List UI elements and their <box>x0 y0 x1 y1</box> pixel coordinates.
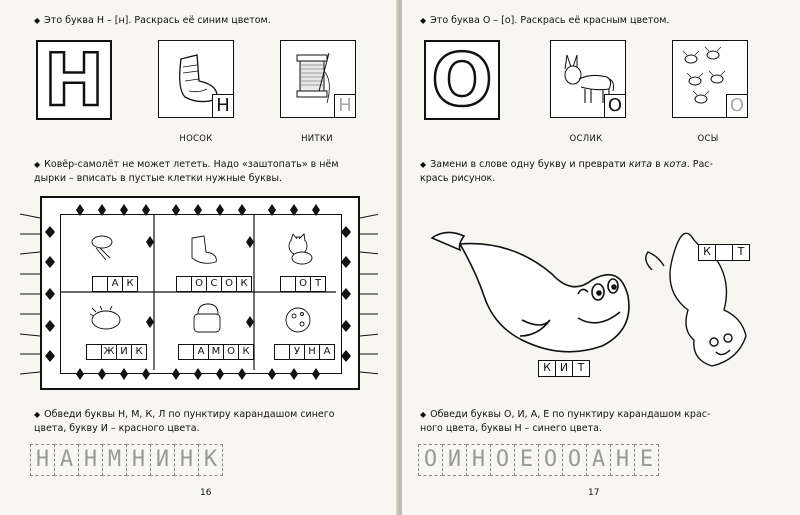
letter-cell: А <box>193 344 209 360</box>
letter-cell: Т <box>732 244 750 261</box>
left-task3: ◆ Обведи буквы Н, М, К, Л по пунктиру карандашом синего цвета, букву И – красного цвета. <box>34 409 335 434</box>
letter-cell: Ж <box>101 344 117 360</box>
tracing-letter[interactable]: Е <box>634 444 659 476</box>
empty-cell[interactable] <box>92 276 108 292</box>
letter-cell: К <box>131 344 147 360</box>
small-letter-box[interactable]: Н <box>212 94 234 118</box>
word-kit <box>538 360 589 377</box>
empty-cell[interactable] <box>280 276 296 292</box>
letter-cell: К <box>236 276 252 292</box>
picture-wasps <box>672 40 748 118</box>
tracing-letter[interactable]: Н <box>174 444 199 476</box>
letter-cell: Т <box>572 360 590 377</box>
tracing-letter[interactable]: М <box>102 444 127 476</box>
letter-cell: К <box>538 360 556 377</box>
letter-cell: О <box>223 344 239 360</box>
letter-cell: И <box>555 360 573 377</box>
tracing-letter[interactable]: И <box>150 444 175 476</box>
letter-cell: У <box>289 344 305 360</box>
tracing-letter[interactable]: И <box>442 444 467 476</box>
caption-nosok: НОСОК <box>179 134 213 144</box>
small-letter-box[interactable]: О <box>726 94 748 118</box>
right-intro: ◆ Это буква О – [о]. Раскрась её красным цветом. <box>420 15 670 26</box>
small-letter-box[interactable]: О <box>604 94 626 118</box>
tracing-letter[interactable]: О <box>490 444 515 476</box>
word-zamok <box>178 344 253 360</box>
tracing-letter[interactable]: О <box>418 444 443 476</box>
letter-cell: А <box>319 344 335 360</box>
letter-cell: О <box>221 276 237 292</box>
diamond-bullet-icon: ◆ <box>34 160 41 169</box>
letter-cell: М <box>208 344 224 360</box>
word-kot <box>280 276 325 292</box>
word-luna <box>274 344 334 360</box>
page-number: 16 <box>200 488 212 498</box>
caption-osy: ОСЫ <box>697 134 719 144</box>
left-page <box>0 0 398 515</box>
left-task2: ◆ Ковёр-самолёт не может лететь. Надо «заштопать» в нём дырки – вписать в пустые клетки нужные буквы. <box>34 159 339 184</box>
diamond-bullet-icon: ◆ <box>34 16 41 25</box>
letter-cell: О <box>191 276 207 292</box>
diamond-bullet-icon: ◆ <box>420 16 427 25</box>
tracing-letter[interactable]: Н <box>126 444 151 476</box>
left-intro: ◆ Это буква Н – [н]. Раскрась её синим цветом. <box>34 15 271 26</box>
letter-cell: К <box>238 344 254 360</box>
word-nosok <box>176 276 251 292</box>
letter-cell: Т <box>310 276 326 292</box>
tracing-letter[interactable]: Е <box>514 444 539 476</box>
right-page <box>402 0 800 515</box>
picture-sock <box>158 40 234 118</box>
letter-cell: К <box>698 244 716 261</box>
tracing-letter[interactable]: А <box>54 444 79 476</box>
tracing-letter[interactable]: О <box>538 444 563 476</box>
tracing-letter[interactable]: Н <box>30 444 55 476</box>
word-mak <box>92 276 137 292</box>
page-number: 17 <box>588 488 600 498</box>
empty-cell[interactable] <box>86 344 102 360</box>
tracing-letter[interactable]: А <box>586 444 611 476</box>
tracing-letter[interactable]: Н <box>610 444 635 476</box>
caption-nitki: НИТКИ <box>301 134 333 144</box>
letter-cell: О <box>295 276 311 292</box>
letter-cell: И <box>116 344 132 360</box>
tracing-letter[interactable]: К <box>198 444 223 476</box>
caption-oslik: ОСЛИК <box>569 134 603 144</box>
letter-cell: К <box>122 276 138 292</box>
empty-cell[interactable] <box>176 276 192 292</box>
empty-cell[interactable] <box>178 344 194 360</box>
right-task2: ◆ Замени в слове одну букву и преврати кита в кота. Рас- крась рисунок. <box>420 159 713 184</box>
diamond-bullet-icon: ◆ <box>420 410 427 419</box>
empty-cell[interactable] <box>274 344 290 360</box>
tracing-letter[interactable]: Н <box>466 444 491 476</box>
left-tracing-row <box>30 444 222 476</box>
tracing-letter[interactable]: О <box>562 444 587 476</box>
letter-cell: Н <box>304 344 320 360</box>
diamond-bullet-icon: ◆ <box>420 160 427 169</box>
diamond-bullet-icon: ◆ <box>34 410 41 419</box>
word-zhuk <box>86 344 146 360</box>
carpet-fringe <box>18 194 378 394</box>
flying-carpet <box>40 196 360 390</box>
right-task3: ◆ Обведи буквы О, И, А, Е по пунктиру карандашом крас- ного цвета, буквы Н – синего цвета. <box>420 409 711 434</box>
letter-cell: А <box>107 276 123 292</box>
big-letter-o[interactable]: О <box>424 40 500 120</box>
tracing-letter[interactable]: Н <box>78 444 103 476</box>
letter-cell: С <box>206 276 222 292</box>
empty-cell[interactable] <box>715 244 733 261</box>
small-letter-box[interactable]: Н <box>334 94 356 118</box>
right-tracing-row <box>418 444 658 476</box>
whale-and-cat-illustration <box>402 200 792 390</box>
big-letter-n[interactable]: Н <box>36 40 112 120</box>
picture-donkey <box>550 40 626 118</box>
word-kot-answer <box>698 244 749 261</box>
picture-threads <box>280 40 356 118</box>
